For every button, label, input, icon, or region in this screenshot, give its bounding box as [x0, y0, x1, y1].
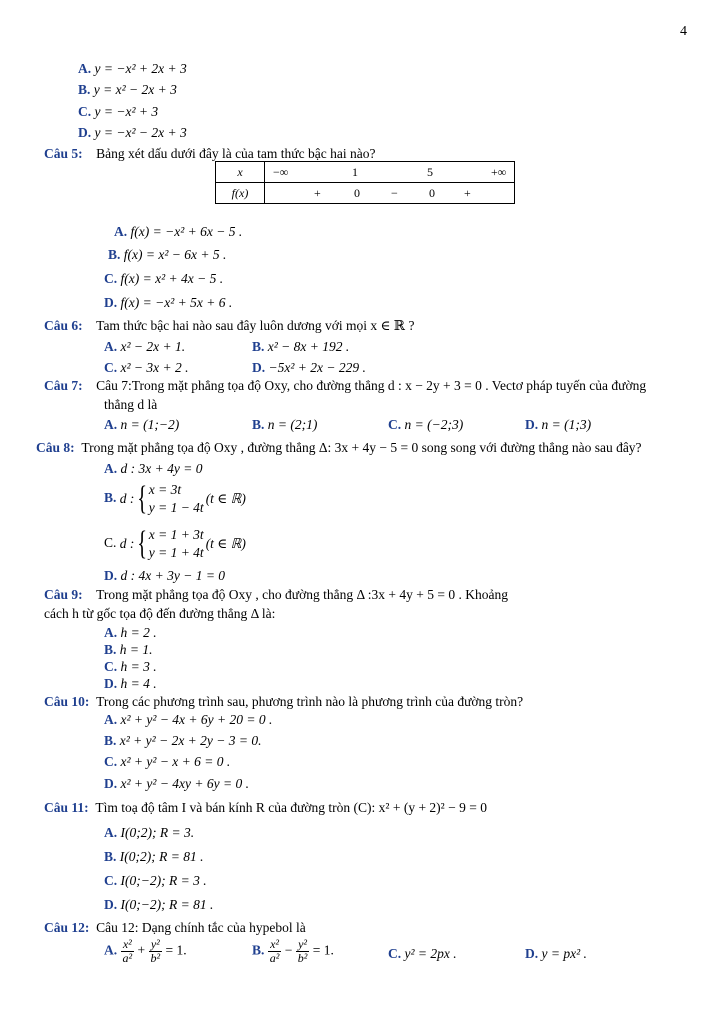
page-number: 4 — [680, 24, 687, 39]
x-value: +∞ — [491, 165, 507, 179]
sign-value: 0 — [354, 186, 360, 200]
sign-table-x-header: x — [216, 162, 265, 183]
x-value: 1 — [352, 165, 358, 179]
q10-option-d: D. x² + y² − 4xy + 6y = 0 . — [104, 776, 249, 791]
q5-stem: Câu 5: Bảng xét dấu dưới đây là của tam thức bậc hai nào? — [44, 146, 376, 161]
q6-option-a: A. x² − 2x + 1. — [104, 339, 186, 354]
q12-option-a: A. $\frac{\text{x²}}{\text{a²}}$ + $\frac{\text{y²}}{\text{b²}}$ = 1. — [104, 937, 187, 965]
q9-option-d: D. h = 4 . — [104, 676, 157, 691]
q4-option-d: D. y = −x² − 2x + 3 — [78, 125, 187, 140]
q8-stem: Câu 8: Trong mặt phẳng tọa độ Oxy , đường thẳng Δ: 3x + 4y − 5 = 0 song song với đường thẳng nào sau đây? — [36, 440, 642, 455]
q10-option-c: C. x² + y² − x + 6 = 0 . — [104, 754, 231, 769]
sign-table-f-header: f(x) — [216, 183, 265, 204]
sign-table-f-row — [265, 183, 515, 204]
q7-stem-line2: thẳng d là — [104, 397, 158, 412]
sign-table — [215, 161, 515, 204]
q4-option-b: B. y = x² − 2x + 3 — [78, 82, 177, 97]
q9-stem-line2: cách h từ gốc tọa độ đến đường thẳng Δ là: — [44, 606, 276, 621]
q4-option-c: C. y = −x² + 3 — [78, 104, 159, 119]
q9-option-a: A. h = 2 . — [104, 625, 157, 640]
q8-option-b: B. d : { x = 3t y = 1 − 4t (t ∈ ℝ) — [104, 480, 246, 517]
sign-value: − — [391, 186, 398, 200]
x-value: −∞ — [273, 165, 289, 179]
q6-stem: Câu 6: Tam thức bậc hai nào sau đây luôn dương với mọi x ∈ ℝ ? — [44, 318, 415, 333]
sign-value: + — [464, 186, 471, 200]
q12-option-b: B. $\frac{\text{x²}}{\text{a²}}$ − $\frac{\text{y²}}{\text{b²}}$ = 1. — [252, 937, 334, 965]
q7-option-a: A. n = (1;−2) — [104, 417, 180, 432]
q12-option-d: D. y = px² . — [525, 946, 587, 961]
sign-value: 0 — [429, 186, 435, 200]
q11-option-d: D. I(0;−2); R = 81 . — [104, 897, 214, 912]
q7-option-c: C. n = (−2;3) — [388, 417, 464, 432]
q11-stem: Câu 11: Tìm toạ độ tâm I và bán kính R của đường tròn (C): x² + (y + 2)² − 9 = 0 — [44, 800, 487, 815]
x-value: 5 — [427, 165, 433, 179]
q6-option-c: C. x² − 3x + 2 . — [104, 360, 189, 375]
q9-stem: Câu 9: Trong mặt phẳng tọa độ Oxy , cho đường thẳng Δ :3x + 4y + 5 = 0 . Khoảng — [44, 587, 508, 602]
q9-option-c: C. h = 3 . — [104, 659, 157, 674]
q8-option-c: C. d : { x = 1 + 3t y = 1 + 4t (t ∈ ℝ) — [104, 525, 246, 562]
q8-option-d: D. d : 4x + 3y − 1 = 0 — [104, 568, 226, 583]
q12-option-c: C. y² = 2px . — [388, 946, 457, 961]
q8-option-a: A. d : 3x + 4y = 0 — [104, 461, 203, 476]
q11-option-a: A. I(0;2); R = 3. — [104, 825, 195, 840]
q10-option-a: A. x² + y² − 4x + 6y + 20 = 0 . — [104, 712, 273, 727]
q10-stem: Câu 10: Trong các phương trình sau, phương trình nào là phương trình của đường tròn? — [44, 694, 524, 709]
q12-stem: Câu 12: Câu 12: Dạng chính tắc của hypebol là — [44, 920, 306, 935]
q7-option-b: B. n = (2;1) — [252, 417, 318, 432]
q11-option-c: C. I(0;−2); R = 3 . — [104, 873, 207, 888]
q5-option-a: A. f(x) = −x² + 6x − 5 . — [114, 224, 243, 239]
q7-stem: Câu 7: Câu 7:Trong mặt phẳng tọa độ Oxy, cho đường thẳng d : x − 2y + 3 = 0 . Vectơ pháp tuyến của đường — [44, 378, 647, 393]
q5-option-d: D. f(x) = −x² + 5x + 6 . — [104, 295, 233, 310]
q5-option-b: B. f(x) = x² − 6x + 5 . — [108, 247, 227, 262]
q6-option-d: D. −5x² + 2x − 229 . — [252, 360, 366, 375]
q9-option-b: B. h = 1. — [104, 642, 153, 657]
sign-table-x-row — [265, 162, 515, 183]
q10-option-b: B. x² + y² − 2x + 2y − 3 = 0. — [104, 733, 262, 748]
q11-option-b: B. I(0;2); R = 81 . — [104, 849, 204, 864]
q4-option-a: A. y = −x² + 2x + 3 — [78, 61, 187, 76]
q7-option-d: D. n = (1;3) — [525, 417, 592, 432]
sign-value: + — [314, 186, 321, 200]
q6-option-b: B. x² − 8x + 192 . — [252, 339, 350, 354]
q5-option-c: C. f(x) = x² + 4x − 5 . — [104, 271, 224, 286]
